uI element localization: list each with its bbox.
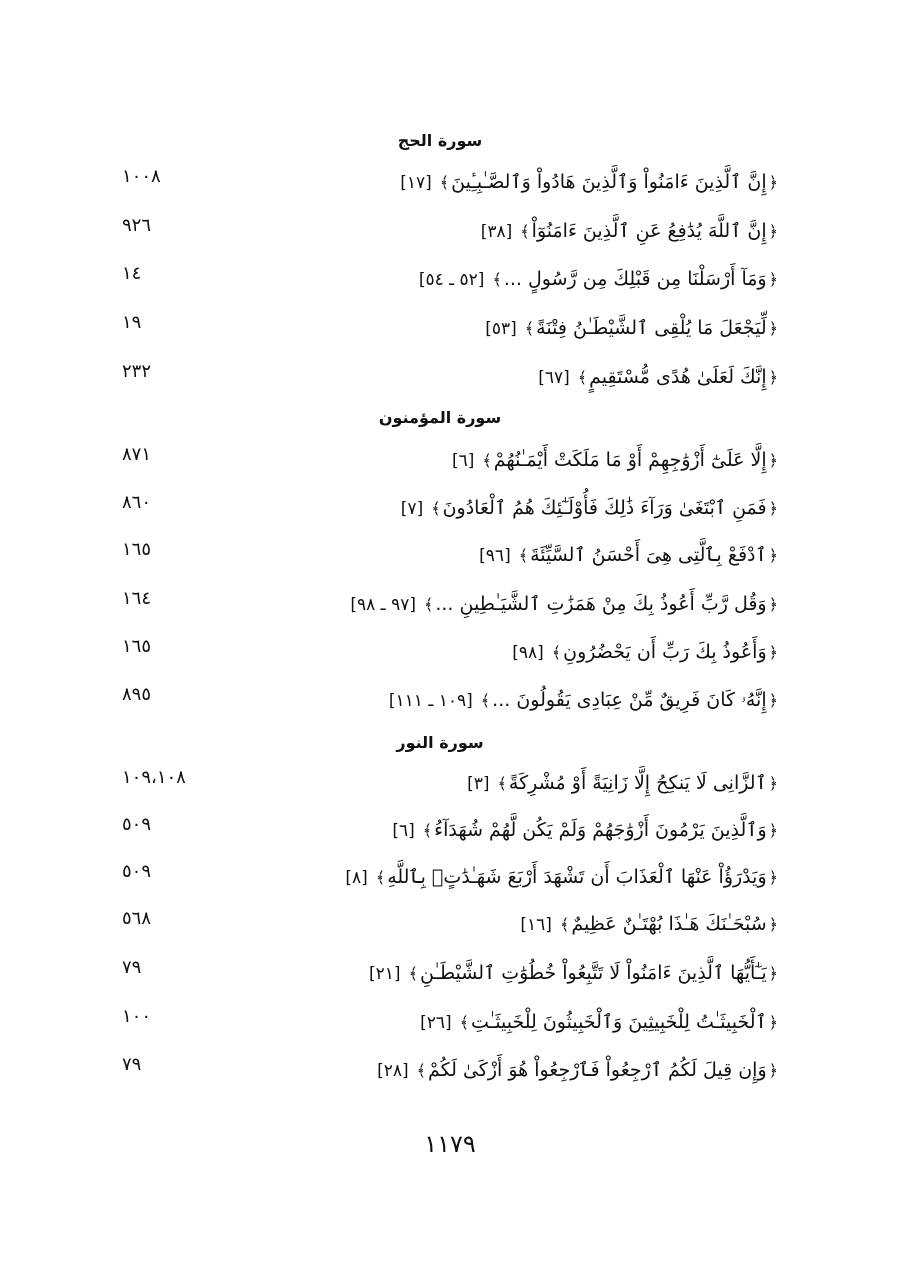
open-bracket: ﴿ (768, 222, 778, 241)
verse-text: ٱدْفَعْ بِٱلَّتِى هِىَ أَحْسَنُ ٱلسَّيِّئَةَ (530, 544, 767, 566)
page-reference: ٨٦٠ (122, 492, 152, 513)
close-bracket: ﴾ (492, 270, 502, 289)
verse-line (400, 162, 780, 203)
page-reference: ١٦٥ (122, 539, 152, 560)
open-bracket: ﴿ (768, 821, 778, 840)
page-number: ١١٧٩ (424, 1130, 476, 1158)
verse-line (485, 308, 780, 349)
verse-line (377, 1050, 780, 1091)
close-bracket: ﴾ (422, 821, 433, 840)
verse-text: يَـٰٓأَيُّهَا ٱلَّذِينَ ءَامَنُواْ لَا تَتَّبِعُواْ خُطُوَٰتِ ٱلشَّيْطَـٰنِ (419, 962, 767, 984)
verse-text: إِلَّا عَلَىٰٓ أَزْوَٰجِهِمْ أَوْ مَا مَلَكَتْ أَيْمَـٰنُهُمْ (493, 449, 767, 471)
page-reference: ١٤ (122, 263, 142, 284)
close-bracket: ﴾ (431, 499, 441, 518)
verse-reference: [٢١] (369, 964, 401, 984)
verse-reference: [٨] (345, 868, 368, 888)
verse-reference: [٩٧ ـ ٩٨] (350, 595, 416, 615)
open-bracket: ﴿ (768, 774, 778, 793)
verse-reference: [٩٦] (479, 546, 511, 566)
index-entry (110, 857, 780, 897)
index-entry (110, 308, 780, 348)
open-bracket: ﴿ (768, 691, 778, 710)
close-bracket: ﴾ (408, 964, 418, 983)
open-bracket: ﴿ (768, 451, 778, 470)
close-bracket: ﴾ (520, 222, 530, 241)
open-bracket: ﴿ (768, 915, 778, 934)
page-reference: ٢٣٢ (122, 361, 152, 382)
verse-line (538, 357, 780, 398)
verse-reference: [١٧] (400, 173, 432, 193)
verse-text: وَأَعُوذُ بِكَ رَبِّ أَن يَحْضُرُونِ (563, 641, 767, 663)
open-bracket: ﴿ (768, 499, 778, 518)
page-reference: ٧٩ (122, 1054, 142, 1075)
index-entry (110, 162, 780, 202)
close-bracket: ﴾ (459, 1013, 470, 1032)
index-entry (110, 763, 780, 803)
page-reference: ١٠٠٨ (122, 166, 161, 187)
verse-text: وَإِن قِيلَ لَكُمُ ٱرْجِعُواْ فَٱرْجِعُواْ هُوَ أَزْكَىٰ لَكُمْ (428, 1059, 767, 1081)
verse-reference: [٦] (451, 451, 475, 471)
verse-text: وَمَآ أَرْسَلْنَا مِن قَبْلِكَ مِن رَّسُولٍ ... (503, 268, 767, 290)
page-reference: ٨٩٥ (122, 684, 152, 705)
close-bracket: ﴾ (497, 774, 507, 793)
page-reference: ٥٠٩ (122, 814, 152, 835)
open-bracket: ﴿ (768, 1013, 778, 1032)
verse-text: إِنَّكَ لَعَلَىٰ هُدًى مُّسْتَقِيمٍ (589, 366, 767, 388)
close-bracket: ﴾ (551, 643, 562, 662)
page-reference: ١٠٩،١٠٨ (122, 767, 186, 788)
verse-text: إِنَّ ٱللَّهَ يُدَٰفِعُ عَنِ ٱلَّذِينَ ءَامَنُوٓاْ (531, 220, 767, 242)
open-bracket: ﴿ (768, 270, 778, 289)
page-reference: ١٦٥ (122, 636, 152, 657)
open-bracket: ﴿ (768, 1061, 778, 1080)
verse-line (345, 857, 780, 898)
index-entry (110, 211, 780, 251)
close-bracket: ﴾ (482, 451, 492, 470)
verse-reference: [٣] (467, 774, 490, 794)
verse-reference: [١٠٩ ـ ١١١] (388, 691, 473, 711)
section-title-al-hajj: سورة الحج (397, 131, 483, 150)
verse-line (419, 259, 780, 300)
verse-text: فَمَنِ ٱبْتَغَىٰ وَرَآءَ ذَٰلِكَ فَأُوْلَـٰٓئِكَ هُمُ ٱلْعَادُونَ (442, 497, 767, 519)
index-entry (110, 357, 780, 397)
index-entry (110, 488, 780, 528)
page-reference: ٩٢٦ (122, 215, 152, 236)
verse-reference: [٣٨] (480, 222, 513, 242)
verse-line (481, 211, 780, 252)
close-bracket: ﴾ (375, 868, 386, 887)
index-entry (110, 1050, 780, 1090)
verse-text: ٱلْخَبِيثَـٰتُ لِلْخَبِيثِينَ وَٱلْخَبِيثُونَ لِلْخَبِيثَـٰتِ (471, 1011, 767, 1033)
index-entry (110, 259, 780, 299)
close-bracket: ﴾ (416, 1061, 426, 1080)
page-reference: ٥٦٨ (122, 908, 152, 929)
open-bracket: ﴿ (768, 546, 778, 565)
open-bracket: ﴿ (768, 868, 778, 887)
open-bracket: ﴿ (768, 595, 778, 614)
verse-text: وَقُل رَّبِّ أَعُوذُ بِكَ مِنْ هَمَزَٰتِ ٱلشَّيَـٰطِينِ ... (435, 593, 767, 615)
page-reference: ١٦٤ (122, 588, 152, 609)
verse-text: سُبْحَـٰنَكَ هَـٰذَا بُهْتَـٰنٌ عَظِيمٌ (571, 913, 767, 935)
verse-line (479, 535, 780, 576)
verse-line (392, 810, 780, 851)
verse-line (389, 680, 780, 721)
index-entry (110, 904, 780, 944)
verse-text: لِّيَجْعَلَ مَا يُلْقِى ٱلشَّيْطَـٰنُ فِتْنَةً (536, 317, 767, 339)
open-bracket: ﴿ (768, 964, 778, 983)
page-reference: ٨٧١ (122, 444, 152, 465)
open-bracket: ﴿ (768, 319, 778, 338)
verse-text: إِنَّ ٱلَّذِينَ ءَامَنُواْ وَٱلَّذِينَ هَادُواْ وَٱلصَّـٰبِـِٔينَ (451, 171, 767, 193)
verse-reference: [٥٢ ـ ٥٤] (418, 270, 485, 290)
verse-reference: [٩٨] (512, 643, 544, 663)
verse-line (401, 488, 780, 529)
verse-line (512, 632, 780, 673)
close-bracket: ﴾ (439, 173, 450, 192)
verse-reference: [٦] (392, 821, 415, 841)
close-bracket: ﴾ (480, 691, 491, 710)
index-entry (110, 953, 780, 993)
verse-line (420, 1002, 780, 1043)
verse-line (452, 440, 780, 481)
page-reference: ١٩ (122, 312, 142, 333)
verse-text: ٱلزَّانِى لَا يَنكِحُ إِلَّا زَانِيَةً أَوْ مُشْرِكَةً (508, 772, 767, 794)
index-entry (110, 1002, 780, 1042)
open-bracket: ﴿ (768, 368, 778, 387)
verse-text: وَيَدْرَؤُاْ عَنْهَا ٱلْعَذَابَ أَن تَشْهَدَ أَرْبَعَ شَهَـٰدَٰتٍۭ بِٱللَّهِ (387, 866, 767, 888)
index-entry (110, 440, 780, 480)
index-entry (110, 584, 780, 624)
verse-text: إِنَّهُۥ كَانَ فَرِيقٌ مِّنْ عِبَادِى يَقُولُونَ ... (492, 689, 767, 711)
verse-line (467, 763, 780, 804)
section-title-an-nur: سورة النور (396, 733, 484, 752)
close-bracket: ﴾ (559, 915, 570, 934)
verse-reference: [١٦] (520, 915, 552, 935)
index-entry (110, 810, 780, 850)
verse-reference: [٥٣] (485, 319, 517, 339)
verse-line (520, 904, 780, 945)
index-entry (110, 632, 780, 672)
page-reference: ٥٠٩ (122, 861, 152, 882)
verse-reference: [٧] (400, 499, 424, 519)
close-bracket: ﴾ (518, 546, 529, 565)
verse-reference: [٢٦] (420, 1013, 452, 1033)
verse-text: وَٱلَّذِينَ يَرْمُونَ أَزْوَٰجَهُمْ وَلَمْ يَكُن لَّهُمْ شُهَدَآءُ (434, 819, 767, 841)
open-bracket: ﴿ (768, 643, 778, 662)
section-title-al-muminun: سورة المؤمنون (378, 408, 502, 427)
verse-line (369, 953, 780, 994)
close-bracket: ﴾ (423, 595, 434, 614)
page-reference: ١٠٠ (122, 1006, 152, 1027)
verse-reference: [٢٨] (377, 1061, 409, 1081)
verse-line (350, 584, 780, 625)
page-reference: ٧٩ (122, 957, 142, 978)
index-entry (110, 535, 780, 575)
index-entry (110, 680, 780, 720)
open-bracket: ﴿ (768, 173, 778, 192)
close-bracket: ﴾ (524, 319, 535, 338)
close-bracket: ﴾ (577, 368, 588, 387)
verse-reference: [٦٧] (538, 368, 570, 388)
